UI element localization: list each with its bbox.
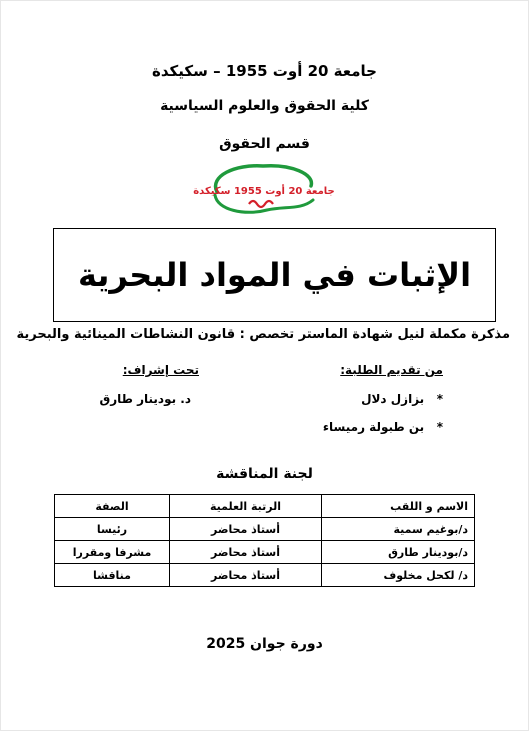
presented-by-label: من تقديم الطلبة: <box>340 363 443 377</box>
thesis-description: مذكرة مكملة لنيل شهادة الماستر تخصص : قانون النشاطات المينائية والبحرية <box>16 327 510 342</box>
member-name: د/ لكحل مخلوف <box>322 564 475 587</box>
bullet-icon: * <box>436 392 443 406</box>
supervision-label: تحت إشراف: <box>122 363 199 377</box>
title-box <box>53 228 496 322</box>
student-item <box>323 420 443 434</box>
column-header: الرتبة العلمية <box>170 495 322 518</box>
member-rank: أستاذ محاضر <box>170 541 322 564</box>
table-row <box>55 564 475 587</box>
bullet-icon: * <box>436 420 443 434</box>
student-name: بزازل دلال <box>361 392 425 406</box>
member-role: مشرفا ومقررا <box>55 541 170 564</box>
table-row <box>55 541 475 564</box>
thesis-title: الإثبات في المواد البحرية <box>77 256 472 294</box>
member-role: رئيسا <box>55 518 170 541</box>
student-item <box>361 392 443 406</box>
university-name: جامعة 20 أوت 1955 – سكيكدة <box>152 62 377 80</box>
logo-text: جامعة 20 أوت 1955 سكيكدة <box>193 186 335 197</box>
committee-title: لجنة المناقشة <box>216 466 313 482</box>
session-date: دورة جوان 2025 <box>206 636 323 652</box>
table-row <box>55 518 475 541</box>
faculty-name: كلية الحقوق والعلوم السياسية <box>160 98 369 114</box>
student-name: بن طبولة رميساء <box>322 420 425 434</box>
member-name: د/بودينار طارق <box>322 541 475 564</box>
committee-table <box>54 494 475 587</box>
member-rank: أستاذ محاضر <box>170 564 322 587</box>
department-name: قسم الحقوق <box>219 136 310 152</box>
member-role: مناقشا <box>55 564 170 587</box>
table-header-row <box>55 495 475 518</box>
column-header: الاسم و اللقب <box>322 495 475 518</box>
member-rank: أستاذ محاضر <box>170 518 322 541</box>
supervisor-name: د. بودينار طارق <box>99 392 191 406</box>
column-header: الصفة <box>55 495 170 518</box>
university-logo <box>193 162 335 218</box>
member-name: د/بوغيم سمية <box>322 518 475 541</box>
